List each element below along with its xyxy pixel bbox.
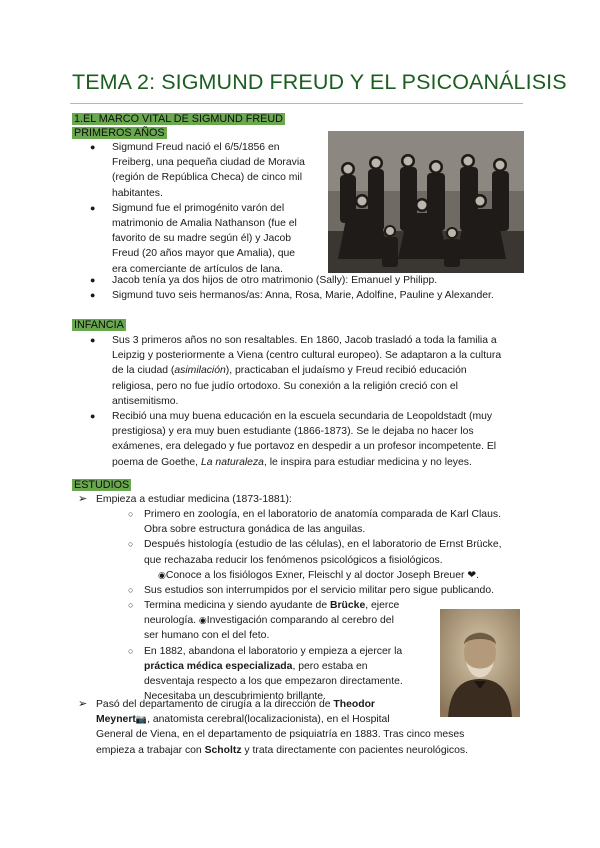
- heart-icon: ❤: [467, 569, 477, 581]
- text-line: Sus estudios son interrumpidos por el servicio militar pero sigue publicando.: [144, 585, 494, 597]
- estudios-sublist: [72, 507, 532, 598]
- text-line: Termina medicina y siendo ayudante de Brücke, ejerce: [144, 600, 400, 611]
- text-line: Meynert📷, anatomista cerebral(localizacionista), en el Hospital: [96, 712, 542, 727]
- bullet-icon: ●: [90, 142, 96, 152]
- text-line: Sigmund Freud nació el 6/5/1856 en: [112, 142, 280, 153]
- bullet-icon: ●: [90, 335, 96, 345]
- circle-bullet-icon: ○: [128, 585, 134, 596]
- list-item: [72, 583, 532, 598]
- bullet-icon: ●: [90, 411, 96, 422]
- text-line: neurología. ◉Investigación comparando al cerebro del: [144, 613, 432, 628]
- infancia-list: [72, 333, 542, 470]
- list-item: [72, 333, 542, 409]
- text-line: Freud (20 años mayor que Amalia), que: [112, 248, 296, 260]
- text-line: Leipzig y posteriormente a Viena (centro cultural europeo). Se adaptaron a la cultura: [112, 350, 502, 362]
- estudios-arrow-item-2: [72, 697, 542, 758]
- list-item: [72, 273, 532, 288]
- bullet-icon: ●: [90, 202, 96, 213]
- list-item: [72, 537, 532, 583]
- text-line: habitantes.: [112, 187, 163, 199]
- list-item: [72, 288, 532, 303]
- circle-bullet-icon: ○: [128, 600, 134, 610]
- eye-icon: ◉: [158, 569, 166, 580]
- arrow-bullet-icon: ➢: [78, 698, 88, 710]
- text-line: práctica médica especializada, pero estaba en: [144, 660, 368, 672]
- list-item: [72, 409, 542, 470]
- list-item: [72, 598, 432, 644]
- title-divider: [70, 103, 523, 104]
- text-line: Sigmund fue el primogénito varón del: [112, 202, 285, 214]
- text-line: Recibió una muy buena educación en la escuela secundaria de Leopoldstadt (muy: [112, 411, 493, 423]
- text-line: Obra sobre estructura gonádica de las anguilas.: [144, 524, 366, 536]
- text-line: desventaja respecto a los que empezaron directamente.: [144, 676, 403, 688]
- text-line: Pasó del departamento de cirugía a la dirección de Theodor: [96, 699, 375, 710]
- subheading-text: ESTUDIOS: [74, 479, 130, 491]
- text-line: Empieza a estudiar medicina (1873-1881):: [96, 494, 292, 505]
- subheading-infancia: [72, 318, 126, 332]
- list-item: [72, 201, 332, 277]
- estudios-sublist-narrow: [72, 598, 432, 704]
- text-line: matrimonio de Amalia Nathanson (fue el: [112, 218, 297, 230]
- arrow-bullet-icon: ➢: [78, 493, 88, 505]
- italic-term: La naturaleza: [200, 456, 264, 468]
- estudios-arrow-item-1: [72, 492, 532, 507]
- circle-bullet-icon: ○: [128, 645, 134, 656]
- text-line: favorito de su madre según él) y Jacob: [112, 233, 292, 245]
- text-line: que rechazaba reducir los fenómenos psicológicos a fisiológicos.: [144, 554, 443, 566]
- text-line: antisemitismo.: [112, 395, 179, 407]
- page-title: TEMA 2: SIGMUND FREUD Y EL PSICOANÁLISIS: [72, 70, 567, 94]
- italic-term: asimilación: [174, 365, 226, 377]
- subheading-primeros-anos: [72, 126, 167, 140]
- section-heading-text: 1.EL MARCO VITAL DE SIGMUND FREUD: [74, 113, 283, 125]
- text-line: Necesitaba un descubrimiento brillante.: [144, 691, 326, 703]
- text-line: En 1882, abandona el laboratorio y empieza a ejercer la: [144, 645, 403, 657]
- text-line: de la ciudad (asimilación), practicaban el judaísmo y Freud recibió educación: [112, 365, 467, 377]
- section-heading-marco-vital: [72, 112, 285, 126]
- list-item: [72, 507, 532, 537]
- text-line: Sigmund tuvo seis hermanos/as: Anna, Rosa, Marie, Adolfine, Pauline y Alexander.: [112, 290, 494, 302]
- primeros-list-wide: [72, 273, 532, 303]
- text-line: poema de Goethe, La naturaleza, le inspira para estudiar medicina y no leyes.: [112, 456, 472, 468]
- primeros-list: [72, 140, 332, 277]
- circle-bullet-icon: ○: [128, 509, 134, 519]
- list-item: [72, 644, 432, 705]
- circle-bullet-icon: ○: [128, 539, 134, 550]
- bullet-icon: ●: [90, 275, 96, 285]
- text-line: empieza a trabajar con Scholtz y trata directamente con pacientes neurológicos.: [96, 744, 468, 756]
- text-line: exámenes, era delegado y fue portavoz en despedir a un profesor incompetente. El: [112, 441, 497, 453]
- subheading-text: PRIMEROS AÑOS: [74, 127, 165, 139]
- text-line: prestigiosa) y era muy buen estudiante (1866-1873). Se le dejaba no hacer los: [112, 426, 474, 438]
- subheading-estudios: [72, 478, 131, 492]
- text-line: Primero en zoología, en el laboratorio de anatomía comparada de Karl Claus.: [144, 509, 501, 520]
- text-line: Jacob tenía ya dos hijos de otro matrimonio (Sally): Emanuel y Philipp.: [112, 275, 438, 286]
- text-line: religiosa, pero no fue judío ortodoxo. Su conexión a la religión creció con el: [112, 380, 458, 392]
- subheading-text: INFANCIA: [74, 319, 124, 331]
- text-line: (región de República Checa) de cinco mil: [112, 172, 303, 184]
- text-line: Después histología (estudio de las células), en el laboratorio de Ernst Brücke,: [144, 539, 502, 551]
- text-line: Freiberg, una pequeña ciudad de Moravia: [112, 157, 305, 169]
- list-item: [72, 140, 332, 201]
- text-line: era comerciante de artículos de lana.: [112, 263, 283, 275]
- text-line: General de Viena, en el departamento de psiquiatría en 1883. Tras cinco meses: [96, 729, 465, 741]
- family-photo: [328, 131, 524, 273]
- bullet-icon: ●: [90, 290, 96, 301]
- eye-icon: ◉: [198, 615, 207, 626]
- text-line: Sus 3 primeros años no son resaltables. En 1860, Jacob trasladó a toda la familia a: [112, 335, 497, 346]
- camera-icon: 📷: [135, 714, 148, 725]
- text-line: ◉Conoce a los fisiólogos Exner, Fleischl y al doctor Joseph Breuer ❤.: [144, 568, 532, 583]
- text-line: ser humano con el del feto.: [144, 630, 270, 642]
